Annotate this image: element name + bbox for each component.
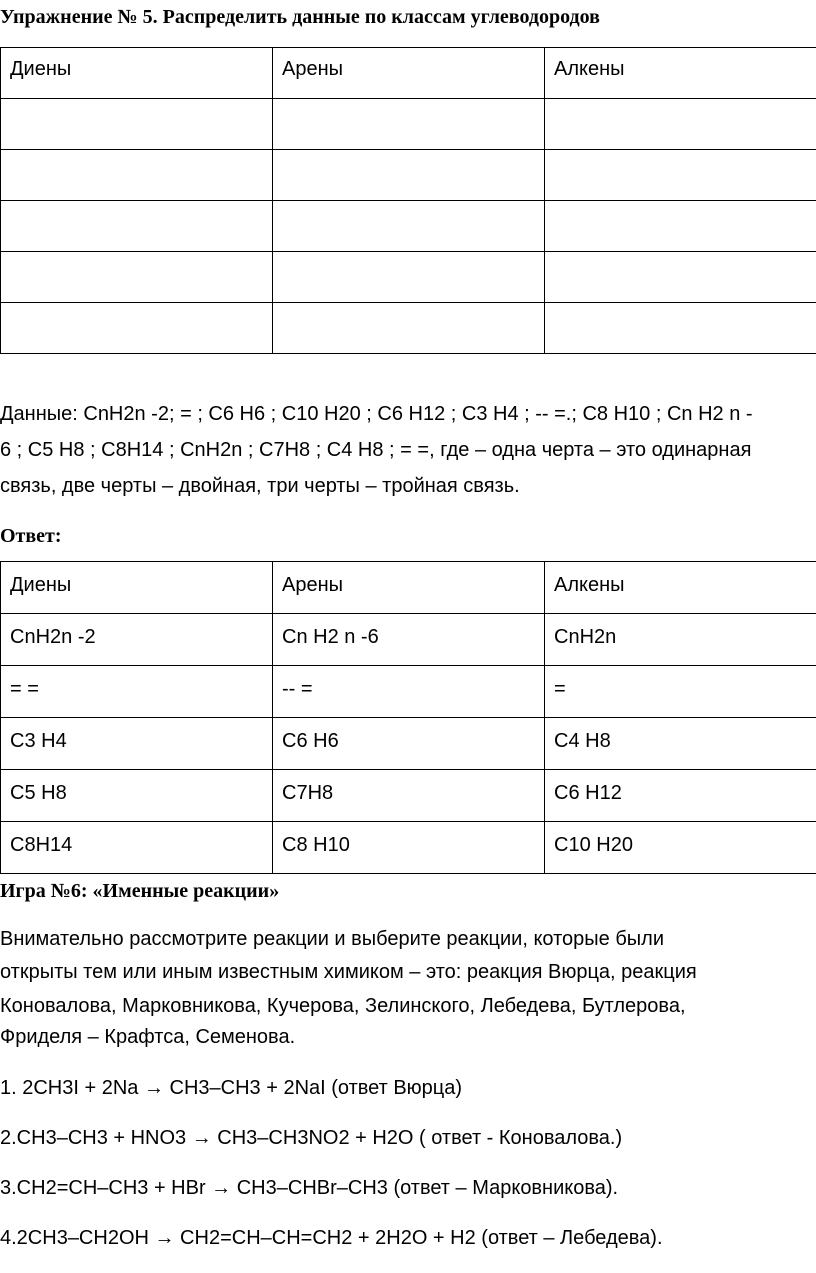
table-header-row [1,562,816,614]
empty-cell [1,252,273,303]
data-text-line: связь, две черты – двойная, три черты – тройная связь. [0,475,520,497]
empty-cell [273,252,545,303]
empty-cell [545,252,816,303]
answer-label: Ответ: [0,525,62,547]
empty-cell [545,99,816,150]
exercise-5-title: Упражнение № 5. Распределить данные по классам углеводородов [0,6,600,28]
table-row [1,770,816,822]
table-cell: C4 H8 [545,718,816,770]
table-cell: = [545,666,816,718]
table-row [1,201,816,252]
intro-text-line: открыты тем или иным известным химиком – это: реакция Вюрца, реакция [0,961,697,983]
header-alkenes: Алкены [545,48,816,99]
empty-cell [545,150,816,201]
intro-text-line: Коновалова, Марковникова, Кучерова, Зелинского, Лебедева, Бутлерова, [0,995,686,1017]
empty-cell [1,150,273,201]
table-row [1,614,816,666]
header-dienes: Диены [1,562,273,614]
empty-cell [1,201,273,252]
header-alkenes: Алкены [545,562,816,614]
table-cell: = = [1,666,273,718]
table-cell: Cn H2 n -6 [273,614,545,666]
data-text-line: 6 ; C5 H8 ; C8H14 ; CnH2n ; C7H8 ; C4 H8 ; = =, где – одна черта – это одинарная [0,439,752,461]
table-cell: C6 H12 [545,770,816,822]
empty-cell [1,303,273,354]
table-cell: C5 H8 [1,770,273,822]
classification-table-empty [0,47,816,354]
table-row [1,150,816,201]
answer-table [0,561,816,874]
table-row [1,718,816,770]
table-cell: C8 H10 [273,822,545,874]
table-row [1,99,816,150]
table-cell: -- = [273,666,545,718]
table-cell: C8H14 [1,822,273,874]
reaction-item: 2.CH3–CH3 + HNO3 → CH3–CH3NO2 + H2O ( ответ - Коновалова.) [0,1127,623,1149]
table-cell: C7H8 [273,770,545,822]
table-cell: C6 H6 [273,718,545,770]
data-text-line: Данные: CnH2n -2; = ; C6 H6 ; C10 H20 ; C6 H12 ; C3 H4 ; -- =.; C8 H10 ; Cn H2 n - [0,403,753,425]
game-6-title: Игра №6: «Именные реакции» [0,880,280,902]
empty-cell [273,201,545,252]
reaction-item: 1. 2CH3I + 2Na → CH3–CH3 + 2NaI (ответ Вюрца) [0,1077,463,1099]
table-cell: C10 H20 [545,822,816,874]
intro-text-line: Внимательно рассмотрите реакции и выберите реакции, которые были [0,928,665,950]
table-cell: C3 H4 [1,718,273,770]
empty-cell [545,303,816,354]
reaction-item: 3.CH2=CH–CH3 + HBr → CH3–CHBr–CH3 (ответ – Марковникова). [0,1177,619,1199]
empty-cell [1,99,273,150]
header-arenes: Арены [273,48,545,99]
table-row [1,666,816,718]
empty-cell [545,201,816,252]
intro-text-line: Фриделя – Крафтса, Семенова. [0,1026,296,1048]
header-arenes: Арены [273,562,545,614]
table-row [1,822,816,874]
empty-cell [273,303,545,354]
table-cell: CnH2n [545,614,816,666]
table-row [1,303,816,354]
table-header-row [1,48,816,99]
reaction-item: 4.2CH3–CH2OH → CH2=CH–CH=CH2 + 2H2O + H2 (ответ – Лебедева). [0,1227,663,1249]
header-dienes: Диены [1,48,273,99]
empty-cell [273,150,545,201]
table-row [1,252,816,303]
table-cell: CnH2n -2 [1,614,273,666]
empty-cell [273,99,545,150]
